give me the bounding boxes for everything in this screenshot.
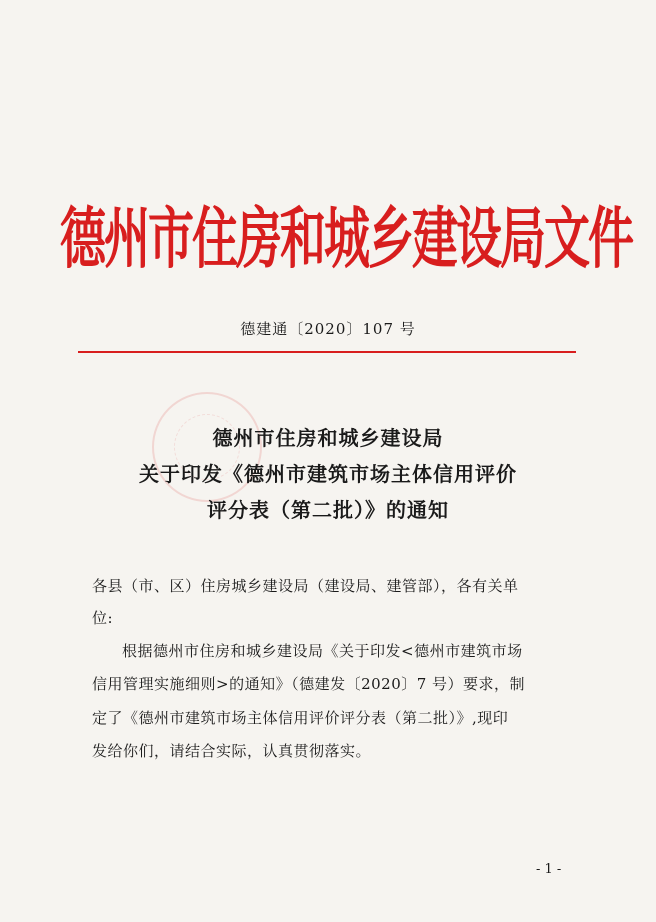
body-line: 根据德州市住房和城乡建设局《关于印发<德州市建筑市场 [122, 642, 523, 660]
body-line: 信用管理实施细则>的通知》（德建发〔2020〕7 号）要求，制 [92, 675, 526, 693]
title-line-1: 德州市住房和城乡建设局 [212, 426, 444, 450]
body-line: 定了《德州市建筑市场主体信用评价评分表（第二批）》,现印 [92, 709, 509, 727]
document-number: 德建通〔2020〕107 号 [240, 320, 416, 338]
red-divider-line [78, 351, 576, 353]
title-line-2: 关于印发《德州市建筑市场主体信用评价 [139, 462, 517, 486]
body-line: 各县（市、区）住房城乡建设局（建设局、建管部），各有关单 [92, 577, 519, 595]
page-number: - 1 - [536, 862, 562, 877]
body-line: 位: [92, 609, 114, 627]
body-line: 发给你们，请结合实际，认真贯彻落实。 [92, 742, 372, 760]
title-line-3: 评分表（第二批）》的通知 [207, 498, 449, 522]
red-header-banner: 德州市住房和城乡建设局文件 [60, 199, 632, 278]
